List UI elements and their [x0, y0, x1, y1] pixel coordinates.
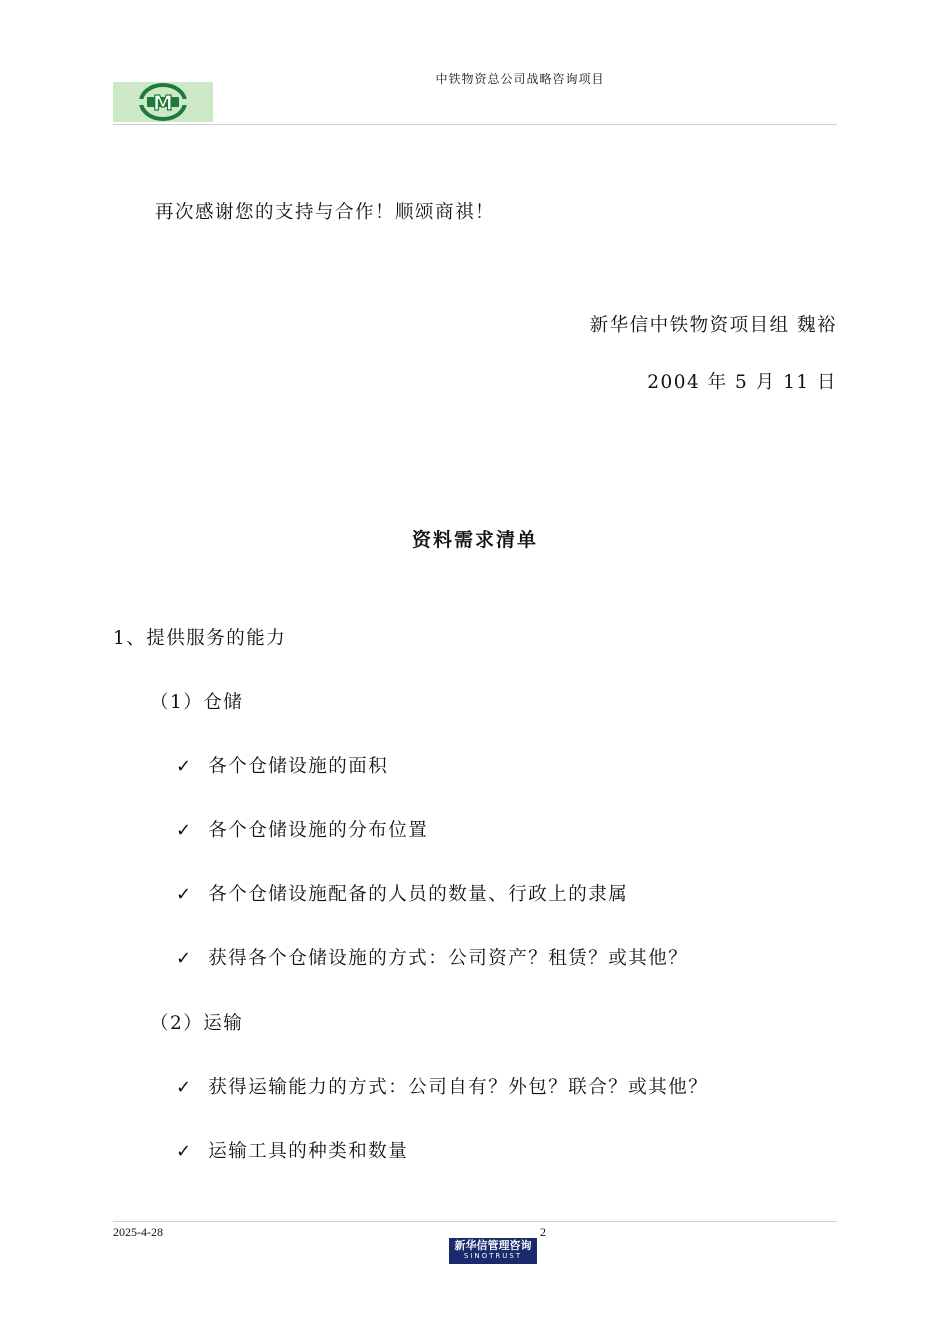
list-item-text: 各个仓储设施的分布位置 [208, 820, 429, 841]
checkmark-icon: ✓ [176, 1141, 192, 1162]
company-logo [113, 82, 213, 122]
closing-line: 再次感谢您的支持与合作！顺颂商祺！ [155, 202, 496, 223]
list-item [176, 944, 688, 970]
signature-line: 新华信中铁物资项目组 魏裕 [589, 315, 837, 336]
letter-date: 2004 年 5 月 11 日 [647, 372, 837, 393]
footer-divider [113, 1221, 837, 1222]
header-title: 中铁物资总公司战略咨询项目 [435, 72, 605, 86]
list-item [176, 1073, 708, 1099]
list-item-text: 获得各个仓储设施的方式：公司资产？租赁？或其他？ [208, 948, 689, 969]
logo-letter: M [153, 91, 173, 115]
checkmark-icon: ✓ [176, 756, 192, 777]
doc-title: 资料需求清单 [411, 529, 538, 551]
header-divider [113, 124, 837, 125]
page-number: 2 [540, 1225, 546, 1239]
subsection-heading-storage: （1）仓储 [150, 692, 244, 713]
list-item [176, 816, 428, 842]
list-item [176, 880, 628, 906]
footer-date: 2025-4-28 [113, 1225, 163, 1239]
logo-mark [113, 82, 213, 122]
list-item [176, 752, 388, 778]
section-heading: 1、提供服务的能力 [113, 628, 287, 649]
list-item-text: 获得运输能力的方式：公司自有？外包？联合？或其他？ [208, 1077, 709, 1098]
footer-logo-en: SINOTRUST [463, 1252, 523, 1260]
sinotrust-logo [449, 1238, 537, 1264]
subsection-heading-transport: （2）运输 [150, 1013, 244, 1034]
list-item-text: 各个仓储设施配备的人员的数量、行政上的隶属 [208, 884, 629, 905]
checkmark-icon: ✓ [176, 1077, 192, 1098]
list-item-text: 运输工具的种类和数量 [208, 1141, 409, 1162]
list-item [176, 1137, 408, 1163]
checkmark-icon: ✓ [176, 820, 192, 841]
list-item-text: 各个仓储设施的面积 [208, 756, 389, 777]
checkmark-icon: ✓ [176, 948, 192, 969]
footer-logo-cn: 新华信管理咨询 [454, 1239, 532, 1252]
checkmark-icon: ✓ [176, 884, 192, 905]
